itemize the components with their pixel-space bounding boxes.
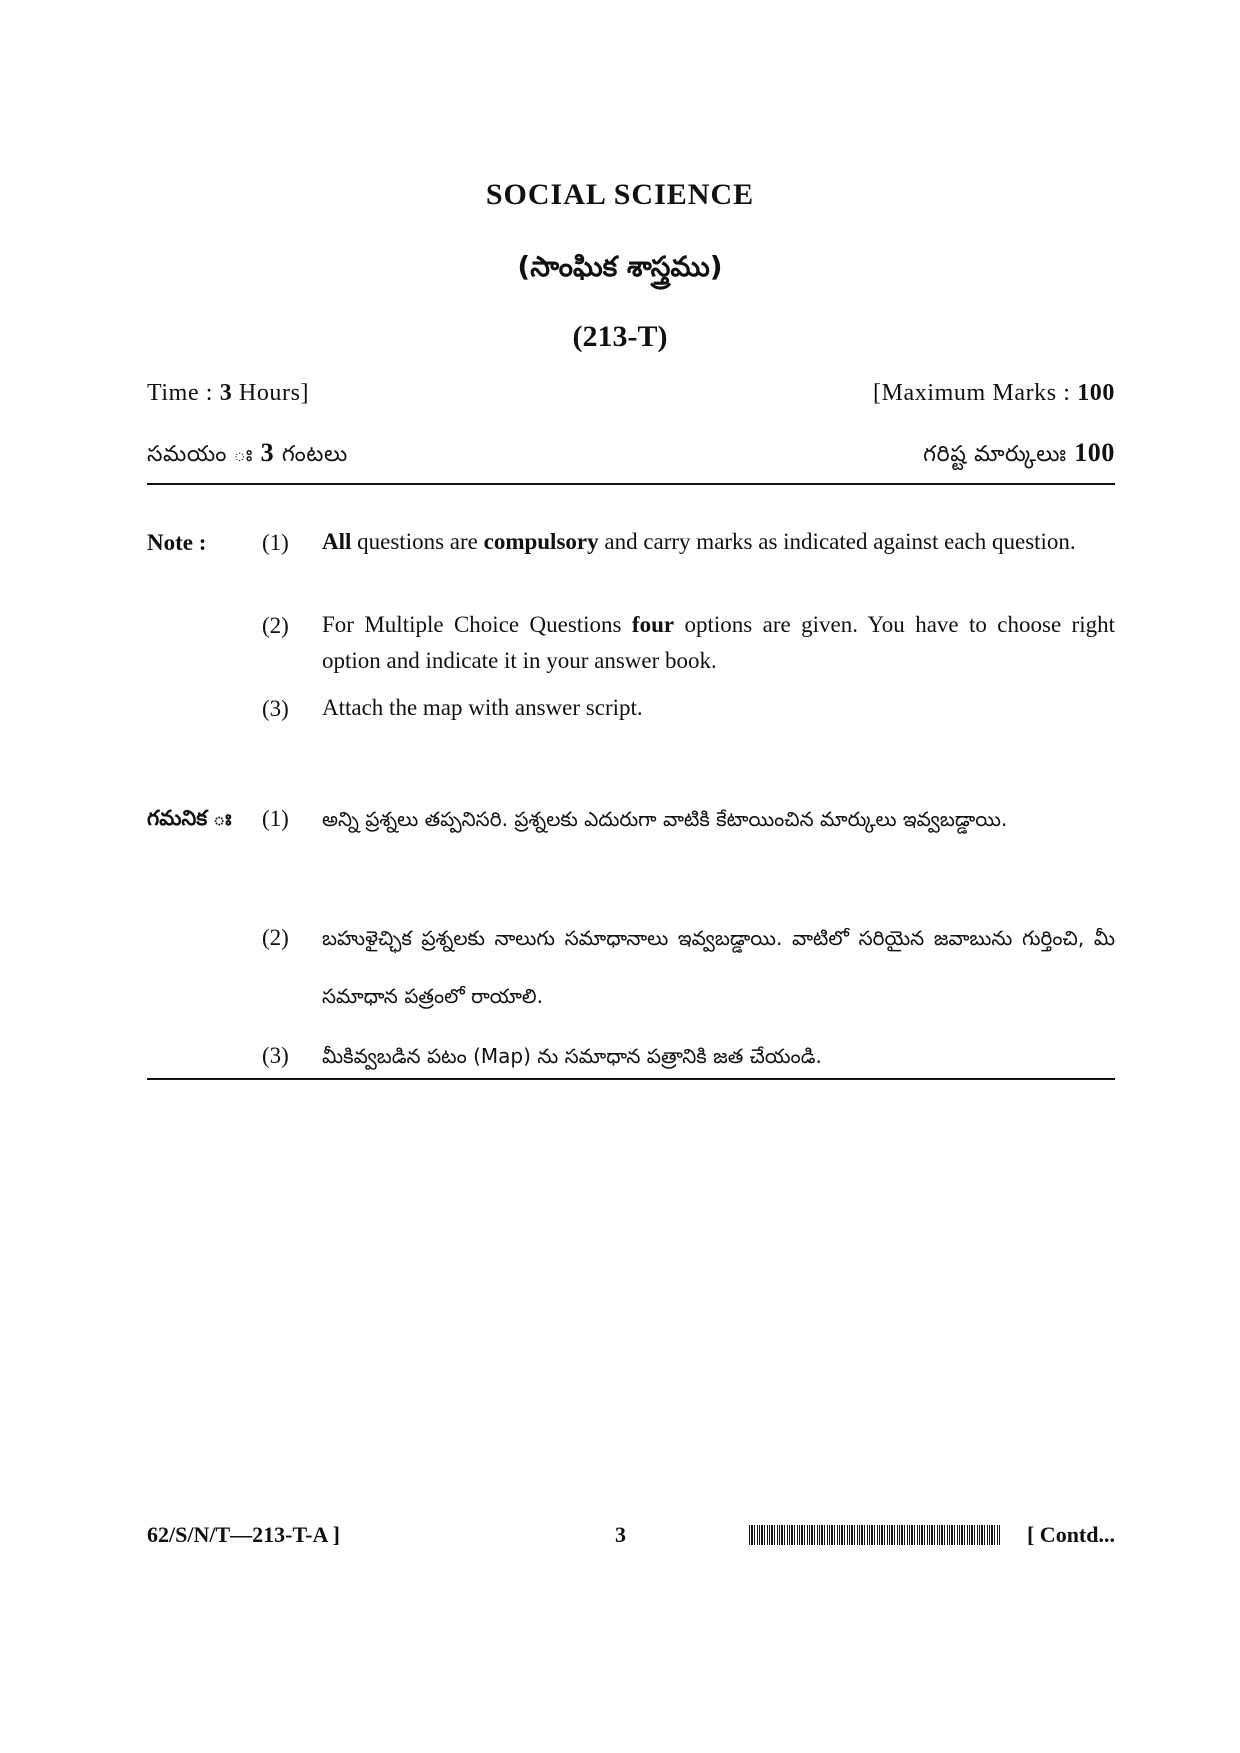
- note-number: (3): [262, 696, 289, 721]
- note-item-english: [262, 696, 1115, 726]
- footer-right: [749, 1522, 1115, 1548]
- continued-label: [ Contd...: [1026, 1522, 1115, 1547]
- note-text: మీకివ్వబడిన పటం (Map) ను సమాధాన పత్రానికి జత చేయండి.: [322, 1044, 822, 1068]
- page-number: 3: [615, 1522, 626, 1547]
- note-label-english: Note :: [147, 530, 207, 555]
- note-text: All questions are compulsory and carry marks as indicated against each question.: [322, 529, 1076, 554]
- note-item-telugu: [262, 806, 1115, 848]
- note-number: (1): [262, 530, 289, 555]
- note-item-telugu: [262, 925, 1115, 1025]
- note-label-telugu: గమనిక ః: [147, 806, 232, 830]
- time-english: Time : 3 Hours]: [147, 380, 310, 406]
- note-text: అన్ని ప్రశ్నలు తప్పనిసరి. ప్రశ్నలకు ఎదురుగా వాటికి కేటాయించిన మార్కులు ఇవ్వబడ్డాయి.: [322, 807, 1008, 831]
- barcode-icon: [749, 1525, 1001, 1545]
- note-text: For Multiple Choice Questions four options are given. You have to choose right option and indicate it in your answer book.: [322, 612, 1115, 673]
- page-footer: [147, 1522, 1115, 1552]
- note-number: (2): [262, 925, 289, 950]
- note-number: (1): [262, 806, 289, 831]
- document-code: 62/S/N/T—213-T-A ]: [147, 1522, 340, 1547]
- max-marks-telugu: గరిష్ట మార్కులుః 100: [923, 438, 1115, 467]
- note-text: Attach the map with answer script.: [322, 695, 643, 720]
- paper-subtitle-telugu: (సాంఘిక శాస్త్రము): [517, 250, 723, 283]
- note-item-english: [262, 530, 1115, 560]
- note-text: బహుళైచ్ఛిక ప్రశ్నలకు నాలుగు సమాధానాలు ఇవ్వబడ్డాయి. వాటిలో సరియైన జవాబును గుర్తించి, మీ సమాధాన పత్రంలో రాయాలి.: [322, 926, 1115, 1008]
- divider-bottom: [147, 1078, 1115, 1080]
- divider-top: [147, 483, 1115, 485]
- note-number: (2): [262, 613, 289, 638]
- note-item-english: [262, 613, 1115, 679]
- paper-code: (213-T): [572, 320, 668, 353]
- paper-title: SOCIAL SCIENCE: [485, 178, 755, 211]
- max-marks-english: [Maximum Marks : 100: [873, 380, 1115, 406]
- meta-row-telugu: [147, 438, 1115, 472]
- time-telugu: సమయం ః 3 గంటలు: [147, 438, 348, 467]
- meta-row-english: [147, 380, 1115, 407]
- note-number: (3): [262, 1043, 289, 1068]
